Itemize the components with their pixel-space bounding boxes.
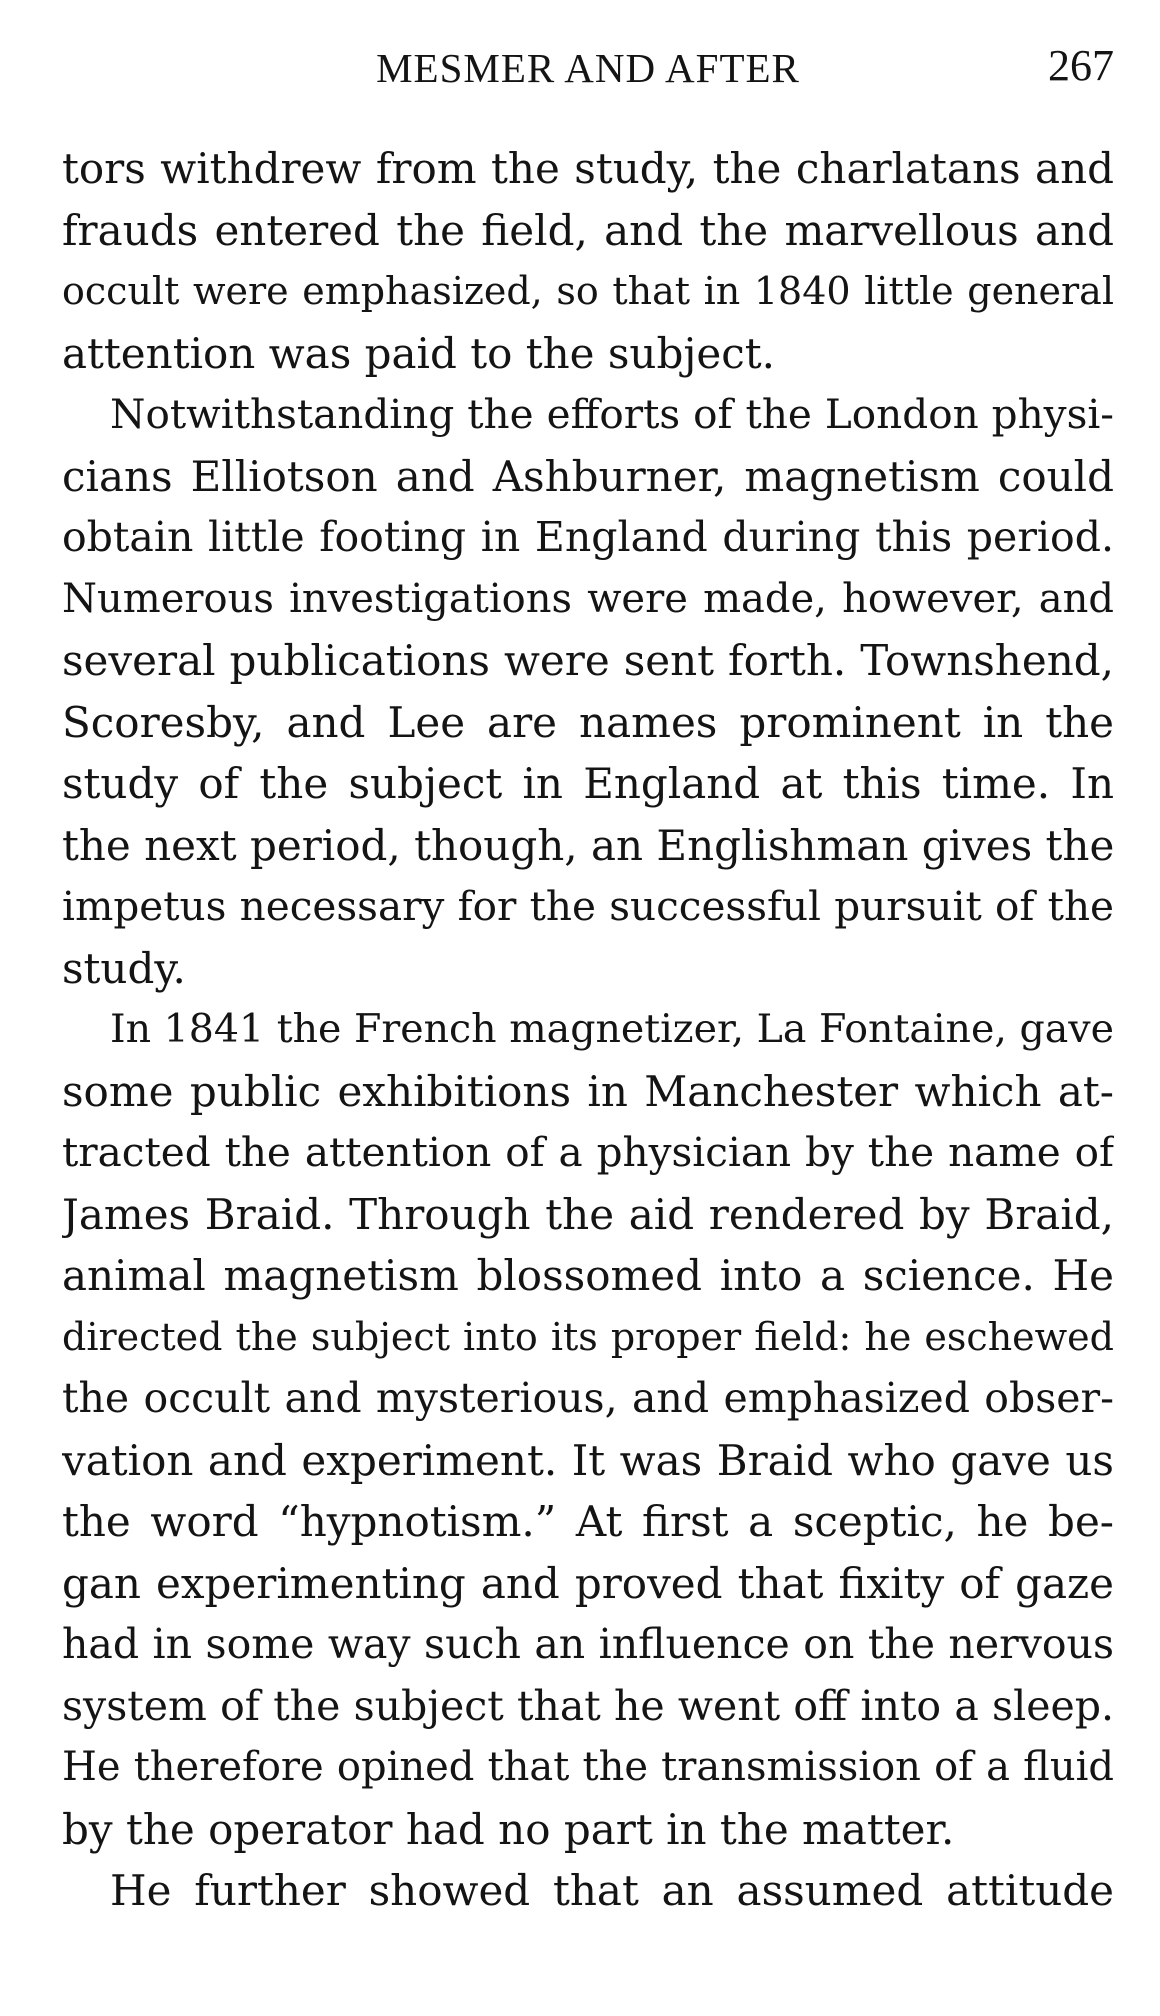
text-line: obtain little footing in England during this period. — [62, 513, 1114, 561]
text-line: the next period, though, an Englishman gives the — [62, 820, 1114, 870]
text-line: tracted the attention of a physician by the name of — [62, 1128, 1114, 1176]
text-line: attention was paid to the subject. — [62, 328, 775, 378]
paragraph — [62, 138, 1114, 384]
text-line: directed the subject into its proper field: he eschewed — [62, 1314, 1114, 1359]
text-line: occult were emphasized, so that in 1840 little general — [62, 269, 1114, 313]
text-line: study. — [62, 943, 186, 993]
text-line: by the operator had no part in the matter. — [62, 1804, 955, 1854]
text-line: several publications were sent forth. Townshend, — [62, 636, 1114, 685]
text-line: tors withdrew from the study, the charlatans and — [62, 144, 1114, 193]
text-line: the word “hypnotism.” At first a sceptic, he be- — [62, 1497, 1114, 1546]
text-line: cians Elliotson and Ashburner, magnetism could — [62, 451, 1114, 501]
paragraph — [62, 999, 1114, 1860]
running-title: MESMER AND AFTER — [376, 45, 800, 91]
text-line: the occult and mysterious, and emphasized obser- — [62, 1374, 1114, 1422]
paragraph — [62, 384, 1114, 999]
text-line: Scoresby, and Lee are names prominent in the — [62, 697, 1114, 747]
text-line: He therefore opined that the transmission of a fluid — [62, 1744, 1114, 1790]
text-line: Notwithstanding the efforts of the London physi- — [110, 390, 1114, 438]
body-text — [62, 138, 1114, 1922]
text-line: study of the subject in England at this time. In — [62, 759, 1114, 808]
running-head — [62, 38, 1114, 98]
text-line: impetus necessary for the successful pursuit of the — [62, 882, 1114, 930]
text-line: animal magnetism blossomed into a science. He — [62, 1251, 1114, 1300]
page-number: 267 — [1048, 41, 1114, 90]
text-line: vation and experiment. It was Braid who gave us — [62, 1435, 1114, 1485]
text-line: system of the subject that he went off into a sleep. — [62, 1681, 1114, 1730]
text-line: frauds entered the field, and the marvellous and — [62, 205, 1114, 255]
text-line: gan experimenting and proved that fixity of gaze — [62, 1558, 1114, 1608]
text-line: some public exhibitions in Manchester which at- — [62, 1066, 1114, 1116]
paragraph — [62, 1860, 1114, 1922]
text-line: James Braid. Through the aid rendered by Braid, — [62, 1189, 1114, 1239]
text-line: Numerous investigations were made, however, and — [62, 575, 1114, 622]
text-line: In 1841 the French magnetizer, La Fontaine, gave — [110, 1006, 1114, 1052]
text-line: He further showed that an assumed attitude — [110, 1866, 1114, 1915]
text-line: had in some way such an influence on the nervous — [62, 1620, 1114, 1668]
